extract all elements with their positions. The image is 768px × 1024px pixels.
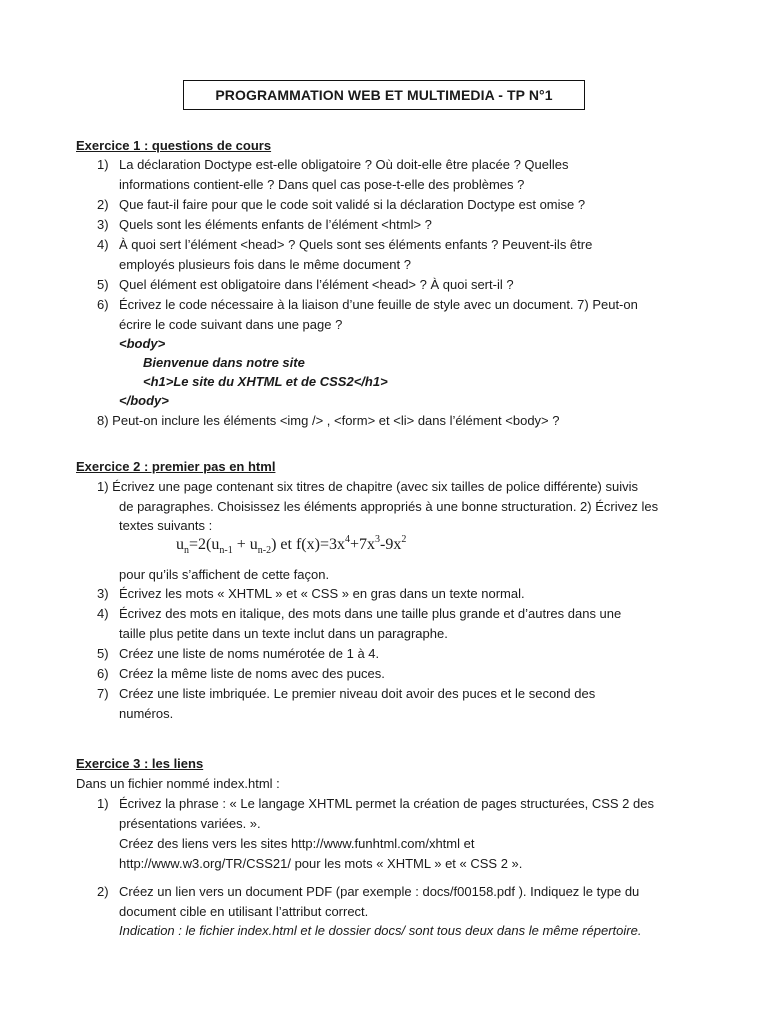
question-text: Écrivez des mots en italique, des mots dans une taille plus grande et d’autres dans une bbox=[119, 606, 622, 621]
list-number: 5) bbox=[97, 277, 109, 292]
list-number: 7) bbox=[97, 686, 109, 701]
question-text: Écrivez les mots « XHTML » et « CSS » en gras dans un texte normal. bbox=[119, 586, 525, 601]
list-number: 4) bbox=[97, 237, 109, 252]
formula-sub: n bbox=[184, 545, 189, 556]
formula-sup: 3 bbox=[375, 534, 380, 545]
list-number: 3) bbox=[97, 586, 109, 601]
formula-part: =2(u bbox=[189, 536, 220, 553]
question-text: Créez un lien vers un document PDF (par exemple : docs/f00158.pdf ). Indiquez le type du bbox=[119, 884, 640, 899]
code-line: <body> bbox=[119, 336, 166, 351]
list-number: 2) bbox=[97, 884, 109, 899]
code-line: <h1>Le site du XHTML et de CSS2</h1> bbox=[143, 374, 388, 389]
list-number: 6) bbox=[97, 297, 109, 312]
question-text: Que faut-il faire pour que le code soit validé si la déclaration Doctype est omise ? bbox=[119, 197, 586, 212]
formula-sup: 4 bbox=[344, 534, 350, 545]
list-number: 3) bbox=[97, 217, 109, 232]
math-formula bbox=[176, 534, 406, 556]
question-text: textes suivants : bbox=[119, 518, 213, 533]
formula-part: + u bbox=[232, 536, 258, 553]
question-text: Écrivez la phrase : « Le langage XHTML permet la création de pages structurées, CSS 2 des bbox=[119, 796, 654, 811]
question-text: informations contient-elle ? Dans quel cas pose-t-elle des problèmes ? bbox=[119, 177, 525, 192]
question-text: 1) Écrivez une page contenant six titres de chapitre (avec six tailles de police différente) suivis bbox=[97, 479, 638, 494]
code-line: Bienvenue dans notre site bbox=[143, 355, 305, 370]
indication-text: Indication : le fichier index.html et le dossier docs/ sont tous deux dans le même répertoire. bbox=[119, 923, 642, 938]
question-text: Créez des liens vers les sites http://www.funhtml.com/xhtml et bbox=[119, 836, 475, 851]
question-text: pour qu’ils s’affichent de cette façon. bbox=[119, 567, 330, 582]
question-text: Quels sont les éléments enfants de l’élément <html> ? bbox=[119, 217, 432, 232]
formula-part: +7x bbox=[349, 536, 375, 553]
list-number: 6) bbox=[97, 666, 109, 681]
document-title-text: PROGRAMMATION WEB ET MULTIMEDIA - TP N°1 bbox=[215, 87, 553, 103]
list-number: 1) bbox=[97, 157, 109, 172]
question-text: document cible en utilisant l’attribut correct. bbox=[119, 904, 369, 919]
exercise-1-title: Exercice 1 : questions de cours bbox=[76, 138, 272, 153]
list-number: 4) bbox=[97, 606, 109, 621]
list-number: 5) bbox=[97, 646, 109, 661]
question-text: Créez une liste de noms numérotée de 1 à 4. bbox=[119, 646, 380, 661]
question-text: Écrivez le code nécessaire à la liaison d’une feuille de style avec un document. 7) Peut-on bbox=[119, 297, 638, 312]
question-text: Quel élément est obligatoire dans l’élément <head> ? À quoi sert-il ? bbox=[119, 277, 514, 292]
question-text: http://www.w3.org/TR/CSS21/ pour les mots « XHTML » et « CSS 2 ». bbox=[119, 856, 523, 871]
question-text: employés plusieurs fois dans le même document ? bbox=[119, 257, 411, 272]
question-text: écrire le code suivant dans une page ? bbox=[119, 317, 343, 332]
formula-part: u bbox=[176, 536, 184, 553]
formula-sub: n-2 bbox=[257, 545, 272, 556]
formula-sub: n-1 bbox=[219, 545, 233, 556]
question-text: 8) Peut-on inclure les éléments <img /> , <form> et <li> dans l’élément <body> ? bbox=[97, 413, 560, 428]
question-text: À quoi sert l’élément <head> ? Quels sont ses éléments enfants ? Peuvent-ils être bbox=[119, 237, 593, 252]
question-text: Créez une liste imbriquée. Le premier niveau doit avoir des puces et le second des bbox=[119, 686, 596, 701]
document-title bbox=[183, 80, 585, 110]
question-text: taille plus petite dans un texte inclut dans un paragraphe. bbox=[119, 626, 448, 641]
question-text: présentations variées. ». bbox=[119, 816, 261, 831]
question-text: de paragraphes. Choisissez les éléments appropriés à une bonne structuration. 2) Écrivez les bbox=[119, 499, 659, 514]
code-line: </body> bbox=[119, 393, 169, 408]
exercise-2-title: Exercice 2 : premier pas en html bbox=[76, 459, 276, 474]
list-number: 1) bbox=[97, 796, 109, 811]
formula-part: -9x bbox=[380, 536, 402, 553]
formula-sup: 2 bbox=[401, 534, 407, 545]
intro-text: Dans un fichier nommé index.html : bbox=[76, 776, 280, 791]
list-number: 2) bbox=[97, 197, 109, 212]
question-text: Créez la même liste de noms avec des puces. bbox=[119, 666, 385, 681]
exercise-3-title: Exercice 3 : les liens bbox=[76, 756, 204, 771]
question-text: La déclaration Doctype est-elle obligatoire ? Où doit-elle être placée ? Quelles bbox=[119, 157, 569, 172]
formula-part: ) et f(x)=3x bbox=[271, 536, 345, 553]
question-text: numéros. bbox=[119, 706, 174, 721]
